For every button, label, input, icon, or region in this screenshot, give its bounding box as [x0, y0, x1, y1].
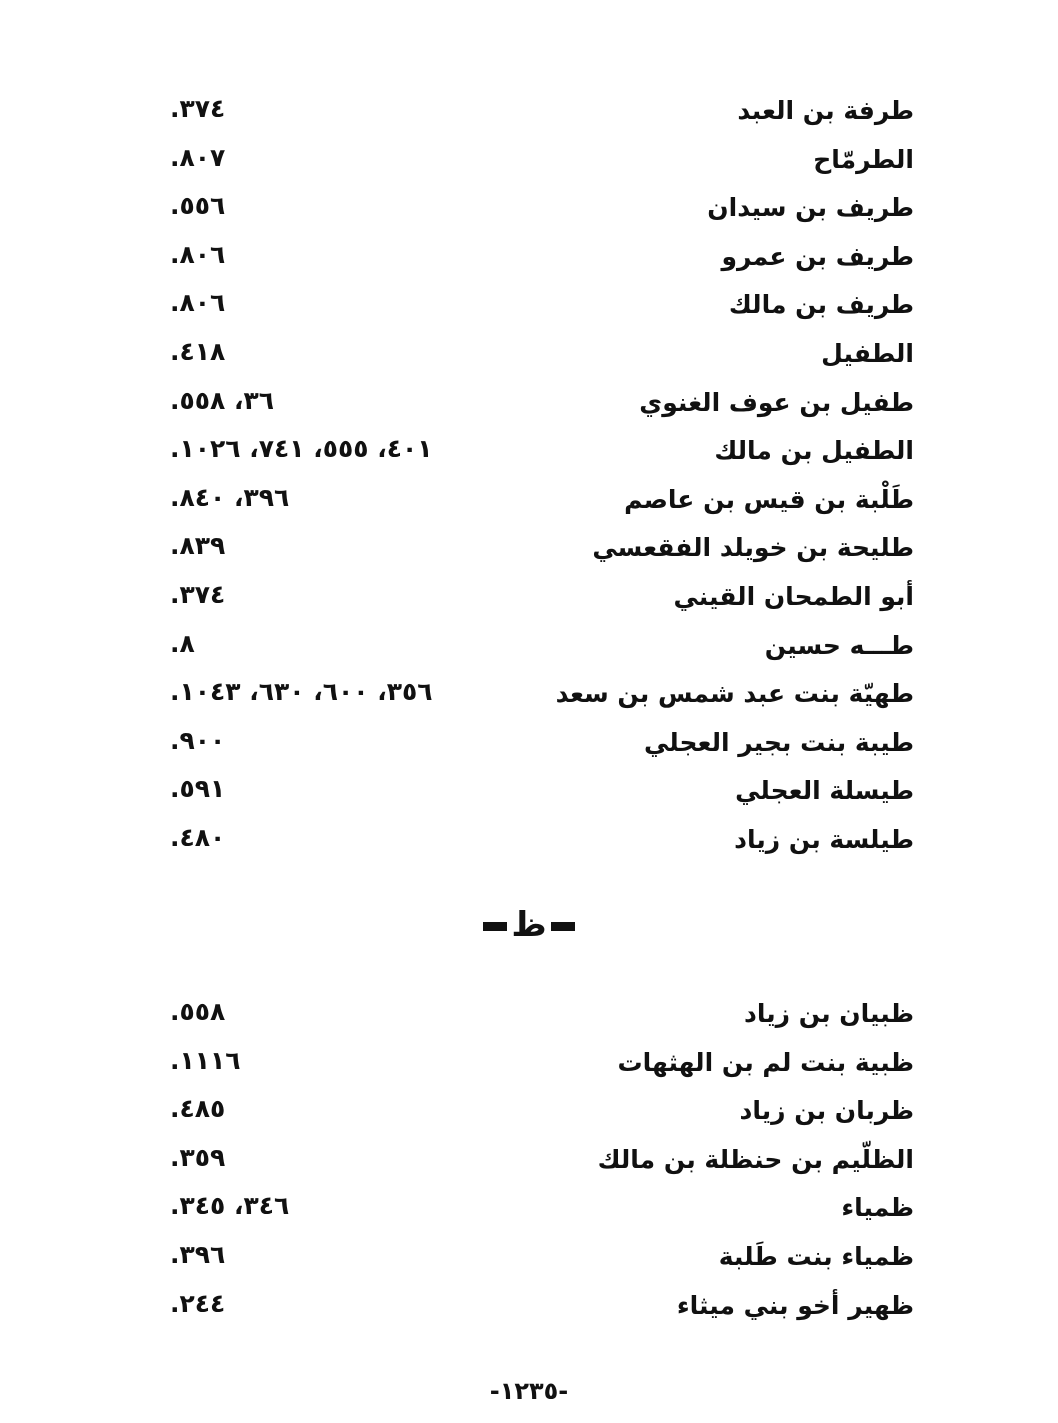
entry-name: طيسلة العجلي [735, 776, 914, 806]
entry-pages: ٣٧٤. [170, 579, 226, 609]
index-entry [150, 286, 920, 335]
entry-name: طليحة بن خويلد الفقعسي [592, 533, 914, 563]
index-entry [150, 432, 920, 481]
index-entry [150, 675, 920, 724]
index-entry [150, 627, 920, 676]
entry-pages: ٣٥٩. [170, 1142, 226, 1172]
index-entry [150, 724, 920, 773]
entry-name: طرفة بن العبد [737, 96, 914, 125]
entry-pages: ٣٩٦. [170, 1239, 226, 1269]
entry-pages: ٢٤٤. [170, 1288, 226, 1318]
index-entry [150, 821, 920, 870]
entry-name: أبو الطمحان القيني [673, 581, 914, 611]
entry-pages: ٤٨٠. [170, 822, 226, 852]
entry-pages: ٨٠٦. [170, 288, 226, 318]
entry-name: الطرمّاح [813, 144, 914, 174]
index-entry [150, 529, 920, 578]
entry-name: طريف بن مالك [728, 290, 914, 320]
entry-pages: ٣٦، ٥٥٨. [170, 385, 275, 415]
entry-name: الظلّيم بن حنظلة بن مالك [597, 1144, 914, 1174]
entry-name: طهيّة بنت عبد شمس بن سعد [555, 679, 914, 709]
page-number: -١٢٣٥- [489, 1377, 569, 1405]
index-section-zaa [150, 995, 920, 1335]
entry-name: طريف بن سيدان [707, 193, 914, 223]
index-entry [150, 995, 920, 1044]
entry-pages: ٤٨٥. [170, 1094, 226, 1124]
entry-pages: ٣٩٦، ٨٤٠. [170, 482, 290, 512]
entry-name: طريف بن عمرو [721, 241, 914, 271]
entry-pages: ٨٠٧. [170, 142, 226, 172]
heading-dash-left [483, 922, 507, 931]
index-entry [150, 1238, 920, 1287]
index-section-taa [150, 92, 920, 870]
entry-name: ظربان بن زياد [739, 1096, 914, 1126]
entry-name: طَلْبة بن قيس بن عاصم [624, 484, 914, 514]
index-entry [150, 1287, 920, 1336]
entry-pages: ٥٥٨. [170, 997, 226, 1026]
index-entry [150, 335, 920, 384]
entry-pages: ٣٥٦، ٦٠٠، ٦٣٠، ١٠٤٣. [170, 677, 433, 707]
entry-name: ظمياء [841, 1193, 914, 1223]
index-entry [150, 189, 920, 238]
index-entry [150, 1141, 920, 1190]
entry-pages: ٨. [170, 628, 195, 658]
entry-name: طيلسة بن زياد [734, 824, 914, 854]
index-entry [150, 238, 920, 287]
entry-name: ظبيان بن زياد [744, 999, 914, 1028]
index-entry [150, 1044, 920, 1093]
heading-letter: ظ [511, 905, 547, 945]
index-entry [150, 92, 920, 141]
entry-name: ظمياء بنت طَلبة [718, 1241, 914, 1271]
entry-pages: ٥٩١. [170, 774, 226, 804]
entry-name: ظبية بنت لم بن الهثهات [617, 1047, 914, 1077]
heading-dash-right [551, 922, 575, 931]
section-letter-heading [0, 905, 1058, 945]
entry-name: طيبة بنت بجير العجلي [643, 727, 914, 757]
entry-pages: ٣٤٦، ٣٤٥. [170, 1191, 290, 1221]
entry-pages: ٨٣٩. [170, 531, 226, 561]
index-entry [150, 578, 920, 627]
entry-pages: ٩٠٠. [170, 725, 226, 755]
index-entry [150, 1189, 920, 1238]
entry-name: طفيل بن عوف الغنوي [639, 387, 914, 417]
entry-name: ظهير أخو بني ميثاء [676, 1290, 914, 1320]
index-entry [150, 141, 920, 190]
index-entry [150, 384, 920, 433]
index-entry [150, 1092, 920, 1141]
entry-pages: ٤١٨. [170, 336, 226, 366]
index-entry [150, 772, 920, 821]
entry-name: الطفيل بن مالك [714, 436, 914, 466]
entry-name: الطفيل [821, 338, 914, 368]
entry-pages: ١١١٦. [170, 1045, 241, 1075]
index-entry [150, 481, 920, 530]
entry-pages: ٨٠٦. [170, 239, 226, 269]
entry-pages: ٥٥٦. [170, 191, 226, 221]
entry-pages: ٤٠١، ٥٥٥، ٧٤١، ١٠٢٦. [170, 434, 433, 464]
entry-pages: ٣٧٤. [170, 94, 226, 123]
entry-name: طـــه حسين [764, 630, 914, 660]
